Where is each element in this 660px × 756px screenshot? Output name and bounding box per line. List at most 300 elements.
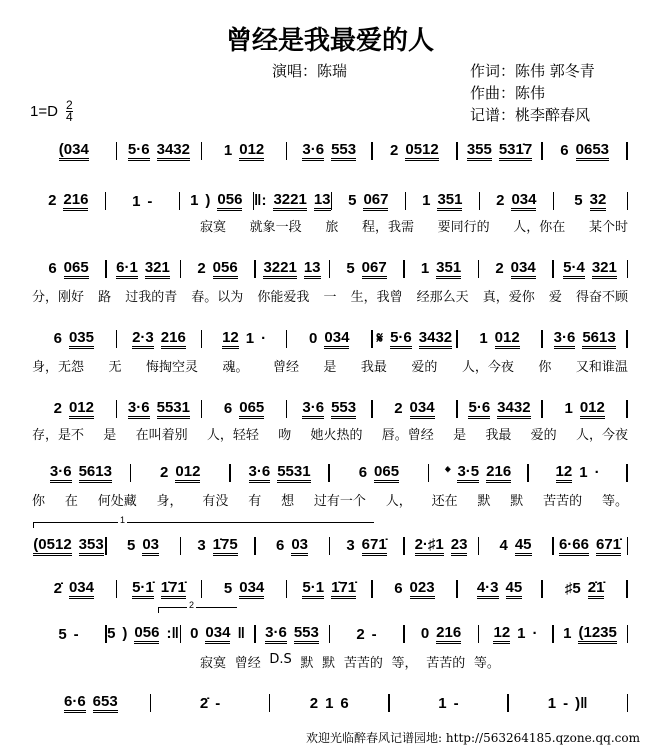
note-group: · xyxy=(594,463,600,481)
measure xyxy=(479,625,552,644)
note-group: 1 xyxy=(517,624,526,642)
note-group: 12 xyxy=(222,330,239,349)
note-group: - xyxy=(215,694,221,712)
note-group: 3221 xyxy=(273,192,306,211)
note-group: 6·1 xyxy=(116,260,138,279)
measure xyxy=(543,330,627,349)
measure xyxy=(405,260,478,279)
note-group: 03 xyxy=(291,537,308,556)
note-group: - xyxy=(73,625,79,643)
note-group: 034 xyxy=(410,400,435,419)
note-group: 5 xyxy=(58,625,67,643)
measure xyxy=(181,537,254,556)
note-group: 6 xyxy=(48,259,57,277)
note-group: 5 xyxy=(126,536,136,554)
measure xyxy=(458,330,542,349)
lyric-word: 何处藏 xyxy=(97,494,137,509)
note-group: - xyxy=(453,694,459,712)
measure xyxy=(479,537,552,556)
measure xyxy=(231,464,329,483)
measure xyxy=(543,580,627,599)
note-group: 1 xyxy=(223,141,233,159)
lyric-word: 存，是不 xyxy=(32,428,85,443)
note-group: 6 xyxy=(394,579,403,597)
lyric-word: 人， xyxy=(385,494,412,509)
notation-row xyxy=(32,578,628,600)
note-group: 6·6 xyxy=(64,694,86,713)
note-group: · xyxy=(261,329,267,347)
note-group: 2 xyxy=(197,259,206,277)
note-group: 067 xyxy=(362,260,387,279)
volta-bracket-2 xyxy=(158,600,237,613)
measure xyxy=(117,330,201,349)
note-group: 012 xyxy=(175,464,200,483)
note-group: 2 xyxy=(356,625,365,643)
measure xyxy=(373,330,457,349)
measure xyxy=(32,192,105,211)
key-signature xyxy=(30,100,73,123)
note-group: 5 xyxy=(223,579,233,597)
note-group: 671̇ xyxy=(362,537,387,556)
note-group: 5·1̇ xyxy=(132,580,154,599)
measure xyxy=(287,330,371,349)
note-group: 5·6 xyxy=(390,330,412,349)
measure xyxy=(373,580,457,599)
lyric-word: 默 xyxy=(477,494,491,509)
note-group: 0 xyxy=(420,624,430,642)
note-group: 351 xyxy=(437,192,462,211)
note-group: 6 xyxy=(560,141,569,159)
measure xyxy=(202,400,286,419)
lyric-word: 人，轻轻 xyxy=(206,428,259,443)
measure xyxy=(373,142,457,161)
bar-line xyxy=(626,330,628,348)
note-group: 065 xyxy=(64,260,89,279)
note-group: 531̇7 xyxy=(499,142,532,161)
note-group: 034 xyxy=(239,580,264,599)
note-group: 3 xyxy=(197,536,206,554)
note-group: 3432 xyxy=(497,400,530,419)
measure xyxy=(405,625,478,644)
measure xyxy=(254,192,331,211)
note-group: 067 xyxy=(363,192,388,211)
lyric-word: 分，刚好 xyxy=(32,290,85,305)
notation-row xyxy=(32,140,628,162)
note-group: 2·3 xyxy=(132,330,154,349)
note-group: 1 xyxy=(547,694,557,712)
lyric-word: 人，今夜 xyxy=(575,428,628,443)
lyrics-line xyxy=(200,216,628,235)
note-group: 3·6 xyxy=(50,464,72,483)
notation-row xyxy=(32,623,628,645)
lyric-word: 默 xyxy=(510,494,524,509)
volta-bracket-1 xyxy=(33,515,374,528)
note-group: 012 xyxy=(239,142,264,161)
note-group: 5·6 xyxy=(468,400,490,419)
note-group: 2·♯1 xyxy=(415,537,444,556)
note-group: 2̇ xyxy=(53,579,62,597)
lyric-word: 寂寞 xyxy=(200,220,227,235)
notation-row xyxy=(32,535,628,557)
note-group: 5 xyxy=(348,191,357,209)
measure xyxy=(330,626,403,643)
measure xyxy=(32,464,130,483)
measure xyxy=(107,625,180,644)
note-group: )‖ xyxy=(575,694,588,712)
note-group: 216 xyxy=(486,464,511,483)
time-bottom: 4 xyxy=(65,110,73,124)
lyric-word: 生，我曾 xyxy=(350,290,403,305)
lyric-word: 春。以为 xyxy=(191,290,244,305)
measure xyxy=(106,193,179,210)
lyric-word: 默 xyxy=(300,656,314,671)
note-group: 035 xyxy=(69,330,94,349)
bar-line xyxy=(626,464,628,482)
measure xyxy=(32,260,105,279)
note-group: 553 xyxy=(331,142,356,161)
note-group: 5613 xyxy=(79,464,112,483)
note-group: 3·6 xyxy=(302,142,324,161)
measure xyxy=(529,464,627,483)
note-group: 1 xyxy=(479,329,488,347)
lyric-word: 她火热的 xyxy=(310,428,363,443)
note-group: 012 xyxy=(580,400,605,419)
lyric-word: 悔掏空灵 xyxy=(145,360,198,375)
note-group: 6·66 xyxy=(559,537,589,556)
note-group: 056 xyxy=(213,260,238,279)
note-group: 1 xyxy=(190,191,199,209)
measure xyxy=(554,537,627,556)
note-group: 23 xyxy=(451,537,468,556)
note-group: 3·5 xyxy=(457,464,479,483)
note-group: 216 xyxy=(436,625,461,644)
measure xyxy=(479,260,552,279)
note-group: 6 xyxy=(340,694,349,712)
lyric-word: 路 xyxy=(98,290,112,305)
measure xyxy=(256,537,329,556)
note-group: 5·4 xyxy=(563,260,585,279)
lyric-word: 经那么天 xyxy=(416,290,469,305)
note-group: 653 xyxy=(93,694,118,713)
lyric-word: 魂。 xyxy=(222,360,249,375)
note-group: 2 xyxy=(160,463,169,481)
measure xyxy=(330,260,403,279)
lyric-word: 苦苦的 xyxy=(343,656,383,671)
lyric-word: 一 xyxy=(323,290,337,305)
note-group: 6 xyxy=(223,399,233,417)
note-group: 1 xyxy=(438,694,447,712)
lyric-word: 过我的青 xyxy=(125,290,178,305)
note-group: 1 xyxy=(579,463,588,481)
volta-1-label: 1 xyxy=(120,515,126,525)
composer: 作曲：陈伟 xyxy=(470,84,546,102)
note-group: 2 xyxy=(309,694,319,712)
measure xyxy=(32,142,116,161)
note-group: 3·6 xyxy=(265,625,287,644)
measure xyxy=(543,142,627,161)
lyrics-line xyxy=(32,286,628,305)
measure xyxy=(202,330,286,349)
notation-row xyxy=(32,258,628,280)
lyric-word: 等。 xyxy=(473,656,500,671)
transcriber: 记谱：桃李醉春风 xyxy=(470,106,591,124)
note-group: ‖: xyxy=(254,191,267,209)
measure xyxy=(270,695,388,712)
lyric-word: 在叫着别 xyxy=(135,428,188,443)
note-group: 5531 xyxy=(277,464,310,483)
note-group: 216 xyxy=(63,192,88,211)
note-group: 034 xyxy=(324,330,349,349)
note-group: - xyxy=(147,192,153,210)
measure xyxy=(256,260,329,279)
note-group: 45 xyxy=(515,537,532,556)
lyric-word: D.S xyxy=(269,652,292,667)
bar-line xyxy=(627,192,629,210)
note-group: 321 xyxy=(592,260,617,279)
note-group: 2 xyxy=(48,191,57,209)
measure xyxy=(405,537,478,556)
note-group: 3·6 xyxy=(554,330,576,349)
note-group: 351 xyxy=(436,260,461,279)
bar-line xyxy=(627,694,629,712)
note-group: 012 xyxy=(69,400,94,419)
lyric-word: 我最 xyxy=(485,428,512,443)
note-group: · xyxy=(532,624,538,642)
note-group: ‖ xyxy=(237,624,245,642)
note-group: 1 xyxy=(564,399,573,417)
note-group: :‖ xyxy=(166,624,179,642)
note-group: 12 xyxy=(493,625,510,644)
measure xyxy=(32,330,116,349)
lyric-word: 苦苦的 xyxy=(426,656,466,671)
measure xyxy=(509,695,627,712)
time-top: 2 xyxy=(65,98,73,112)
note-group: 216 xyxy=(161,330,186,349)
lyric-word: 曾经 xyxy=(272,360,299,375)
lyric-word: 唇。曾经 xyxy=(381,428,434,443)
note-group: 065 xyxy=(239,400,264,419)
bar-line xyxy=(626,142,628,160)
note-group: 2 xyxy=(390,141,399,159)
note-group: 1 xyxy=(132,192,141,210)
lyric-word: 爱的 xyxy=(411,360,438,375)
notation-row xyxy=(32,692,628,714)
note-group: 2̇ xyxy=(199,694,209,712)
note-group: 6 xyxy=(275,536,285,554)
note-group: 0 xyxy=(190,624,199,642)
measure xyxy=(32,400,116,419)
measure xyxy=(256,625,329,644)
lyric-word: 在 xyxy=(64,494,78,509)
bar-line xyxy=(627,625,629,643)
note-group: 012 xyxy=(495,330,520,349)
lyric-word: 人，你在 xyxy=(513,220,566,235)
lyric-word: 等， xyxy=(391,656,418,671)
lyric-word: 等。 xyxy=(601,494,628,509)
measure xyxy=(390,695,508,712)
lyric-word: 寂寞 xyxy=(200,656,227,671)
note-group: 3432 xyxy=(419,330,452,349)
lyric-word: 某个时 xyxy=(588,220,628,235)
note-group: 1 xyxy=(245,329,255,347)
note-group: 12 xyxy=(556,464,573,483)
lyric-word: 得奋不顾 xyxy=(575,290,628,305)
note-group: 4·3 xyxy=(477,580,499,599)
lyric-word: 程，我需 xyxy=(361,220,414,235)
bar-line xyxy=(627,537,629,555)
note-group: 4 xyxy=(499,536,508,554)
lyric-word: 你 xyxy=(32,494,46,509)
note-group: 0512 xyxy=(405,142,438,161)
lyric-word: 还在 xyxy=(431,494,458,509)
bar-line xyxy=(626,400,628,418)
note-group: (034 xyxy=(59,142,89,161)
bar-line xyxy=(627,260,629,278)
measure xyxy=(332,192,405,211)
lyric-word: 要同行的 xyxy=(437,220,490,235)
lyric-word: 又和谁温 xyxy=(575,360,628,375)
measure xyxy=(480,192,553,211)
note-group: 056 xyxy=(134,625,159,644)
measure xyxy=(406,192,479,211)
note-group: 553 xyxy=(331,400,356,419)
measure xyxy=(32,626,105,643)
lyric-word: 就象一段 xyxy=(249,220,302,235)
note-group: 5613 xyxy=(582,330,615,349)
measure xyxy=(131,464,229,483)
note-group: 5 xyxy=(574,191,583,209)
note-group: (0512 xyxy=(33,537,71,556)
note-group: 1̇71̇ xyxy=(331,580,356,599)
measure xyxy=(202,580,286,599)
note-group: 0 xyxy=(309,329,318,347)
note-group: - xyxy=(563,694,569,712)
measure xyxy=(543,400,627,419)
notation-row xyxy=(32,328,628,350)
note-group: ) xyxy=(205,191,211,209)
note-group: 32 xyxy=(590,192,607,211)
notation-row xyxy=(32,190,628,212)
lyric-word: 我最 xyxy=(360,360,387,375)
measure xyxy=(554,260,627,279)
lyric-word: 有没 xyxy=(202,494,229,509)
note-group: 1̇71̇ xyxy=(161,580,186,599)
note-group: (1235 xyxy=(578,625,616,644)
note-group: 3432 xyxy=(157,142,190,161)
note-group: 3·6 xyxy=(128,400,150,419)
measure xyxy=(458,142,542,161)
note-group: 5 xyxy=(346,259,355,277)
measure xyxy=(373,400,457,419)
measure xyxy=(32,537,105,556)
note-group: 2 xyxy=(495,259,504,277)
note-group: 1̇75 xyxy=(213,537,238,556)
note-group: ♯5 xyxy=(564,579,581,597)
lyric-word: 你能爱我 xyxy=(257,290,310,305)
measure xyxy=(202,142,286,161)
measure xyxy=(554,625,627,644)
note-group: 2 xyxy=(496,191,505,209)
note-group: 671̇ xyxy=(596,537,621,556)
lyric-word: 身， xyxy=(156,494,183,509)
measure xyxy=(458,580,542,599)
note-group: 034 xyxy=(69,580,94,599)
note-group: 355 xyxy=(467,142,492,161)
lyric-word: 是 xyxy=(453,428,467,443)
measure xyxy=(287,142,371,161)
note-group: 5531 xyxy=(157,400,190,419)
notation-row xyxy=(32,398,628,420)
note-group: 2 xyxy=(394,399,403,417)
note-group: 1 xyxy=(420,259,430,277)
note-group: 056 xyxy=(217,192,242,211)
measure xyxy=(117,400,201,419)
lyricist: 作词：陈伟 郭冬青 xyxy=(470,62,595,80)
note-group: ) xyxy=(122,624,128,642)
measure xyxy=(181,625,254,644)
note-group: 5 xyxy=(107,624,116,642)
note-group: 1 xyxy=(325,694,334,712)
measure xyxy=(32,580,116,599)
footer-credit: 欢迎光临醉春风记谱园地: http://563264185.qzone.qq.com xyxy=(306,731,640,745)
lyric-word: 想 xyxy=(281,494,295,509)
note-group: 553 xyxy=(294,625,319,644)
lyric-word: 真，爱你 xyxy=(482,290,535,305)
note-group: 3·6 xyxy=(302,400,324,419)
lyric-word: 过有一个 xyxy=(313,494,366,509)
measure xyxy=(429,464,527,483)
note-group: 321 xyxy=(145,260,170,279)
note-group: 353 xyxy=(79,537,104,556)
singer: 演唱：陈瑞 xyxy=(272,62,348,80)
measure xyxy=(458,400,542,419)
lyrics-line xyxy=(32,356,628,375)
note-group: - xyxy=(371,625,377,643)
lyrics-line xyxy=(32,490,628,509)
measure xyxy=(287,580,371,599)
note-group: 03 xyxy=(142,537,159,556)
lyric-word: 身，无怨 xyxy=(32,360,85,375)
note-group: 065 xyxy=(374,464,399,483)
note-group: 3 xyxy=(346,536,355,554)
lyric-word: 是 xyxy=(323,360,337,375)
note-group: 5·1 xyxy=(302,580,324,599)
note-group: 𝄌 xyxy=(445,463,451,481)
note-group: 45 xyxy=(506,580,523,599)
lyric-word: 人，今夜 xyxy=(461,360,514,375)
measure xyxy=(32,694,150,713)
measure xyxy=(151,695,269,712)
note-group: 2̇1̇ xyxy=(588,580,605,599)
song-title: 曾经是我最爱的人 xyxy=(225,26,434,56)
measure xyxy=(117,580,201,599)
note-group: 13 xyxy=(304,260,321,279)
measure xyxy=(181,260,254,279)
note-group: 034 xyxy=(511,260,536,279)
lyric-word: 爱的 xyxy=(530,428,557,443)
measure xyxy=(180,192,253,211)
bar-line xyxy=(626,580,628,598)
measure xyxy=(107,537,180,556)
note-group: 1 xyxy=(563,624,572,642)
note-group: 𝄋 xyxy=(376,329,384,347)
measure xyxy=(330,464,428,483)
lyric-word: 苦苦的 xyxy=(543,494,583,509)
measure xyxy=(330,537,403,556)
note-group: 6 xyxy=(358,463,368,481)
lyric-word: 爱 xyxy=(548,290,562,305)
lyrics-line xyxy=(200,652,500,671)
